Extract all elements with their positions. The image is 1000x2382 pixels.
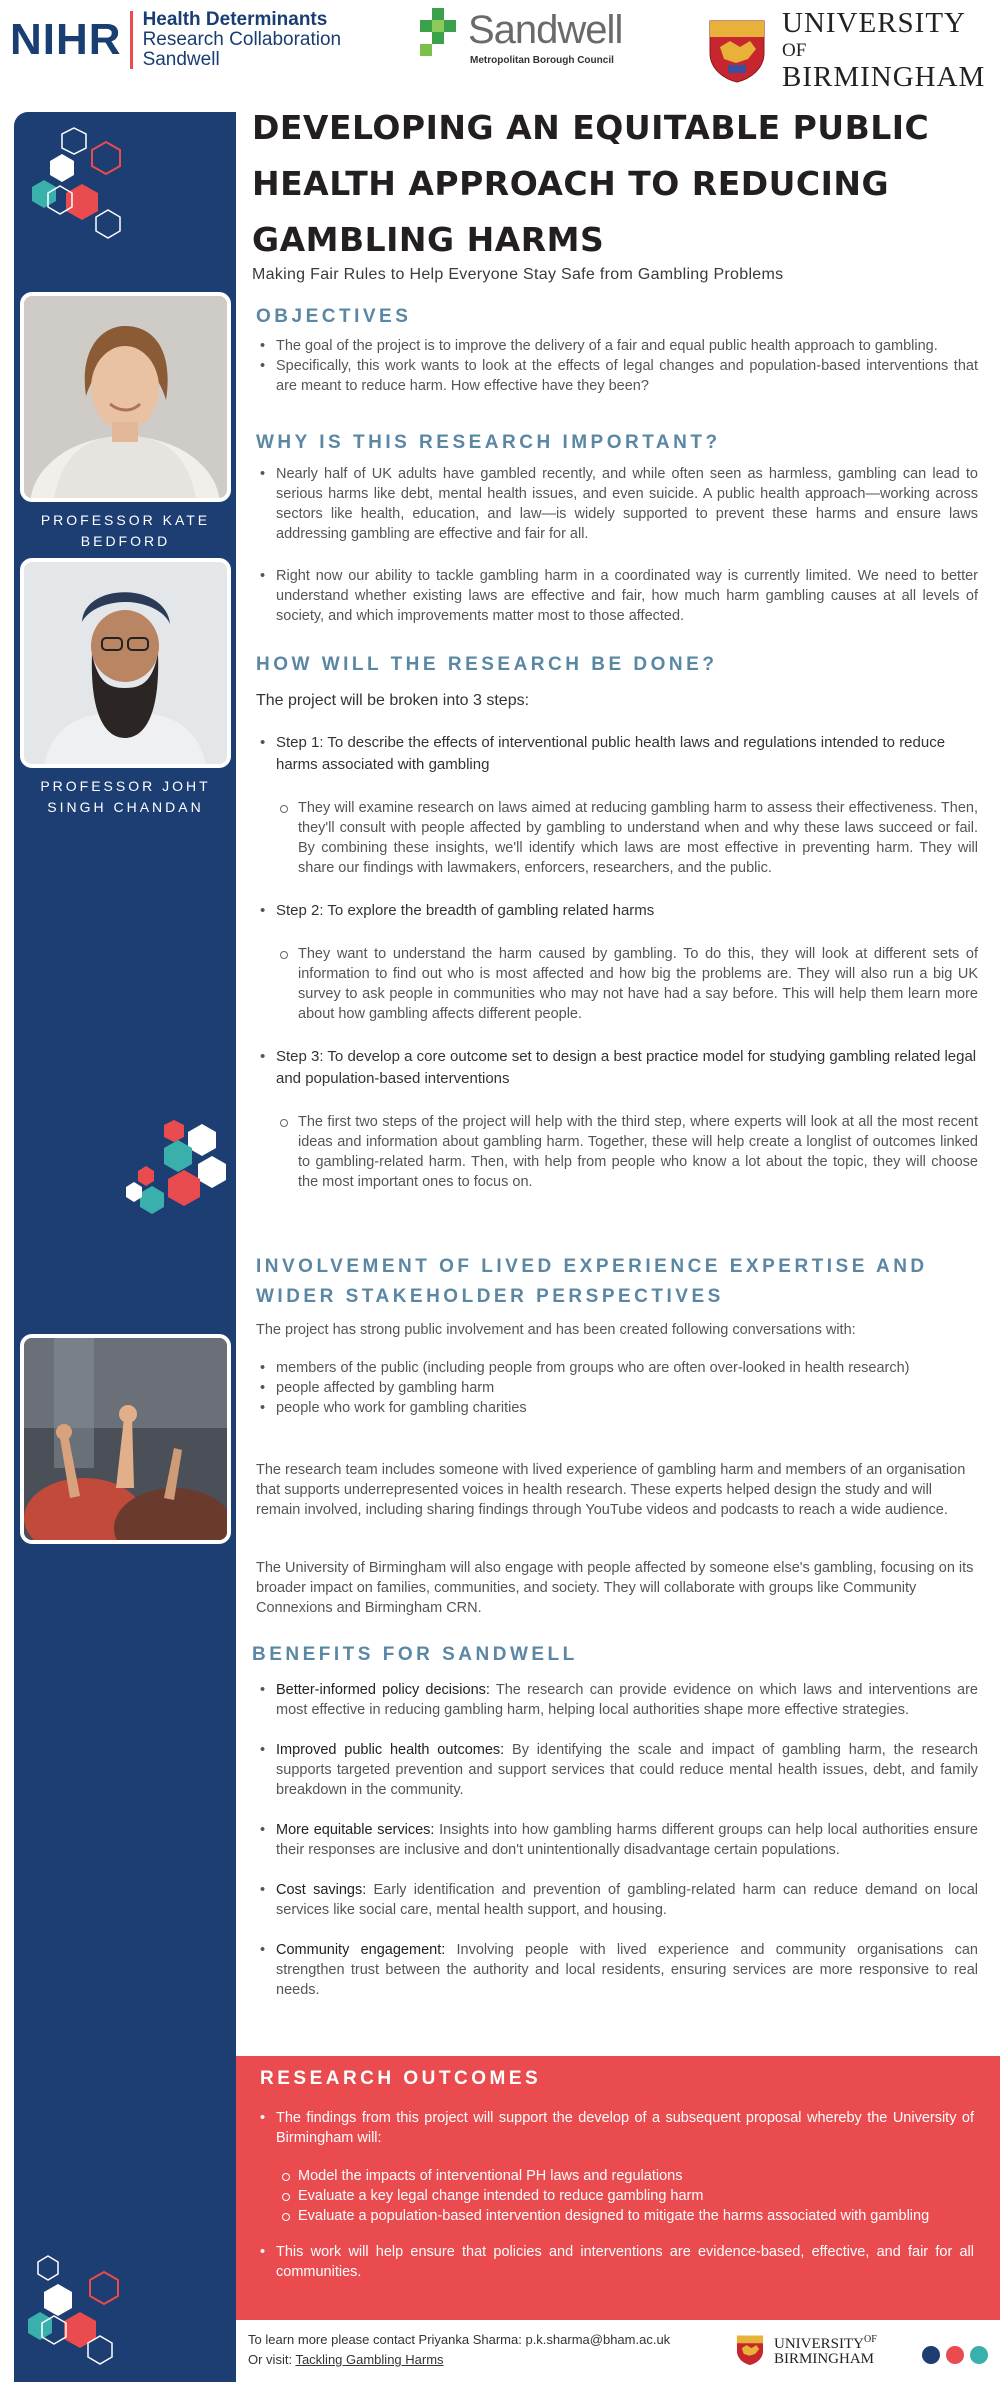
- benefit-key: Community engagement:: [276, 1942, 446, 1958]
- involvement-item: • people who work for gambling charities: [256, 1398, 978, 1418]
- benefit-item: [256, 1820, 978, 1860]
- benefit-text: Insights into how gambling harms different groups can help local authorities ensure their responses are inclusive and don't unintentionally disadvantage certain populations.: [276, 1822, 978, 1858]
- footer-visit-label: Or visit:: [248, 2352, 296, 2367]
- red-dot: [946, 2346, 964, 2364]
- portrait-woman-image: [24, 296, 227, 498]
- footer-uob-logo: [736, 2332, 877, 2367]
- teal-dot: [970, 2346, 988, 2364]
- involvement-item: • people affected by gambling harm: [256, 1378, 978, 1398]
- uob-word-birmingham: BIRMINGHAM: [782, 61, 986, 93]
- outcomes-heading: RESEARCH OUTCOMES: [260, 2068, 542, 2089]
- footer-uob-wordmark: [774, 2332, 877, 2367]
- hexagon-cluster-top-icon: [24, 124, 134, 244]
- benefit-item: [256, 1680, 978, 1720]
- nihr-line-1: Health Determinants: [142, 9, 328, 30]
- sandwell-cross-icon: [418, 6, 458, 66]
- why-item: • Right now our ability to tackle gambling harm in a coordinated way is currently limited. We need to better understand whether existing laws are effective and fair, how much harm gambling causes at all levels of society, and which improvements matter most to those affected.: [256, 566, 978, 626]
- page-footer: [236, 2320, 1000, 2382]
- hexagon-cluster-bottom-icon: [24, 2254, 134, 2370]
- involvement-list: [256, 1358, 978, 1418]
- photo-joht-singh-chandan: [20, 558, 231, 768]
- step-item: [256, 900, 978, 1024]
- outcome-sub-item: Evaluate a key legal change intended to reduce gambling harm: [276, 2186, 974, 2206]
- photo-kate-bedford: [20, 292, 231, 502]
- raised-hands-image: [24, 1338, 227, 1540]
- nihr-line-2: Research Collaboration: [142, 29, 342, 50]
- nihr-collaboration-name: [143, 10, 342, 70]
- footer-uob-university: UNIVERSITY: [774, 2336, 864, 2352]
- photo-community-hands-raised: [20, 1334, 231, 1544]
- outcomes-lead-item: [254, 2108, 974, 2226]
- navy-dot: [922, 2346, 940, 2364]
- benefit-item: [256, 1940, 978, 2000]
- objectives-list: [256, 336, 978, 396]
- benefits-list: [256, 1680, 978, 2000]
- why-heading: WHY IS THIS RESEARCH IMPORTANT?: [256, 432, 721, 453]
- benefit-item: [256, 1740, 978, 1800]
- benefit-key: Cost savings:: [276, 1882, 367, 1898]
- footer-color-dots: [922, 2346, 994, 2364]
- outcomes-sub-list: [276, 2166, 974, 2226]
- objective-item: • Specifically, this work wants to look at the effects of legal changes and population-based interventions that are meant to reduce harm. How effective have they been?: [256, 356, 978, 396]
- sandwell-subtitle: Metropolitan Borough Council: [470, 55, 614, 66]
- portrait-man-image: [24, 562, 227, 764]
- benefit-text: The research can provide evidence on which laws and interventions are most effective in reducing gambling harm, helping local authorities shape more effective strategies.: [276, 1682, 978, 1718]
- steps-list: [256, 732, 978, 1192]
- benefit-text: Involving people with lived experience and community organisations can strengthen trust between the authority and local residents, ensuring services are more responsive to real needs.: [276, 1942, 978, 1998]
- nihr-logo: [10, 10, 341, 70]
- uob-word-of: OF: [782, 40, 807, 61]
- involvement-paragraph-1: The research team includes someone with lived experience of gambling harm and members of an organisation that supports underrepresented voices in health research. These experts helped design the study and will remain involved, including sharing findings through YouTube videos and podcasts to reach a wide audience.: [256, 1462, 966, 1518]
- outcomes-lead: The findings from this project will support the develop of a subsequent proposal whereby the University of Birmingham will:: [276, 2110, 974, 2146]
- uob-crest-icon: [708, 19, 766, 83]
- footer-visit: [248, 2352, 444, 2367]
- how-intro: The project will be broken into 3 steps:: [256, 692, 530, 709]
- nihr-divider: [130, 11, 133, 69]
- benefits-heading: BENEFITS FOR SANDWELL: [252, 1644, 578, 1665]
- step-3-detail: The first two steps of the project will help with the third step, where experts will look at all the most recent ideas and information about gambling harm. Together, these will help create a longlist of outcomes linked to gambling-related harm. Then, with help from people who know a lot about the topic, they will choose the most important ones to focus on.: [276, 1112, 978, 1192]
- outcomes-list: [254, 2108, 974, 2282]
- footer-uob-of: OF: [864, 2334, 877, 2345]
- step-1-title: Step 1: To describe the effects of interventional public health laws and regulations intended to reduce harms associated with gambling: [276, 734, 946, 773]
- outcome-sub-item: Model the impacts of interventional PH laws and regulations: [276, 2166, 974, 2186]
- nihr-wordmark: NIHR: [10, 15, 122, 64]
- footer-uob-birmingham: BIRMINGHAM: [774, 2351, 875, 2367]
- objectives-heading: OBJECTIVES: [256, 306, 412, 327]
- involvement-item: • members of the public (including people from groups who are often over-looked in health research): [256, 1358, 978, 1378]
- step-1-detail-list: [276, 798, 978, 878]
- step-2-detail: They want to understand the harm caused by gambling. To do this, they will look at different sets of information to find out who is most affected and how big the problems are. They will also run a big UK survey to ask people in communities who may not have had a say before. This will help them learn more about how gambling affects different people.: [276, 944, 978, 1024]
- step-1-detail: They will examine research on laws aimed at reducing gambling harm to assess their effectiveness. Then, they'll consult with people affected by gambling to understand when and why these laws succeed or fail. By combining these insights, we'll identify which laws are most effective in preventing harm. They will share our findings with lawmakers, enforcers, researchers, and the public.: [276, 798, 978, 878]
- benefit-key: Better-informed policy decisions:: [276, 1682, 490, 1698]
- benefit-text: By identifying the scale and impact of gambling harm, the research supports targeted prevention and support services that could reduce mental health issues, debt, and family breakdown in the community.: [276, 1742, 978, 1798]
- page-header: [0, 0, 1000, 93]
- step-3-title: Step 3: To develop a core outcome set to design a best practice model for studying gambling related legal and population-based interventions: [276, 1048, 977, 1087]
- step-item: [256, 1046, 978, 1192]
- why-list: [256, 464, 978, 626]
- uob-word-university: UNIVERSITY: [782, 7, 966, 39]
- nihr-line-3: Sandwell: [142, 49, 220, 70]
- uob-logo: [708, 7, 986, 93]
- uob-wordmark: [782, 7, 986, 93]
- objective-item: • The goal of the project is to improve the delivery of a fair and equal public health approach to gambling.: [256, 336, 978, 356]
- footer-uob-crest-icon: [736, 2334, 764, 2366]
- sandwell-logo: [418, 6, 628, 66]
- caption-kate-bedford: PROFESSOR KATE BEDFORD: [40, 512, 211, 549]
- step-item: [256, 732, 978, 878]
- step-2-detail-list: [276, 944, 978, 1024]
- caption-joht-singh-chandan: PROFESSOR JOHT SINGH CHANDAN: [40, 778, 211, 815]
- benefit-item: [256, 1880, 978, 1920]
- step-3-detail-list: [276, 1112, 978, 1192]
- hexagon-cluster-middle-icon: [124, 1116, 234, 1216]
- outcome-sub-item: Evaluate a population-based intervention designed to mitigate the harms associated with gambling: [276, 2206, 974, 2226]
- benefit-key: More equitable services:: [276, 1822, 435, 1838]
- benefit-text: Early identification and prevention of gambling-related harm can reduce demand on local services like social care, mental health support, and housing.: [276, 1882, 978, 1918]
- footer-contact: To learn more please contact Priyanka Sharma: p.k.sharma@bham.ac.uk: [248, 2332, 671, 2347]
- sandwell-wordmark: Sandwell: [468, 8, 623, 52]
- involvement-heading: INVOLVEMENT OF LIVED EXPERIENCE EXPERTISE AND WIDER STAKEHOLDER PERSPECTIVES: [256, 1256, 928, 1307]
- how-heading: HOW WILL THE RESEARCH BE DONE?: [256, 654, 718, 675]
- benefit-key: Improved public health outcomes:: [276, 1742, 505, 1758]
- involvement-paragraph-2: The University of Birmingham will also engage with people affected by someone else's gambling, focusing on its broader impact on families, communities, and society. They will collaborate with groups like Community Connexions and Birmingham CRN.: [256, 1560, 974, 1616]
- tackling-gambling-harms-link[interactable]: Tackling Gambling Harms: [295, 2352, 444, 2367]
- step-2-title: Step 2: To explore the breadth of gambling related harms: [276, 902, 655, 919]
- research-outcomes-section: [236, 2056, 1000, 2320]
- involvement-intro: The project has strong public involvement and has been created following conversations with:: [256, 1322, 856, 1338]
- outcomes-closing: • This work will help ensure that policies and interventions are evidence-based, effective, and fair for all communities.: [254, 2242, 974, 2282]
- page-subtitle: Making Fair Rules to Help Everyone Stay Safe from Gambling Problems: [252, 266, 784, 283]
- why-item: • Nearly half of UK adults have gambled recently, and while often seen as harmless, gambling can lead to serious harms like debt, mental health issues, and even suicide. A public health approach—working across sectors like health, education, and law—is widely supported to prevent these harms and ensure laws addressing gambling are effective and fair for all.: [256, 464, 978, 544]
- page-title: DEVELOPING AN EQUITABLE PUBLIC HEALTH APPROACH TO REDUCING GAMBLING HARMS: [252, 108, 930, 259]
